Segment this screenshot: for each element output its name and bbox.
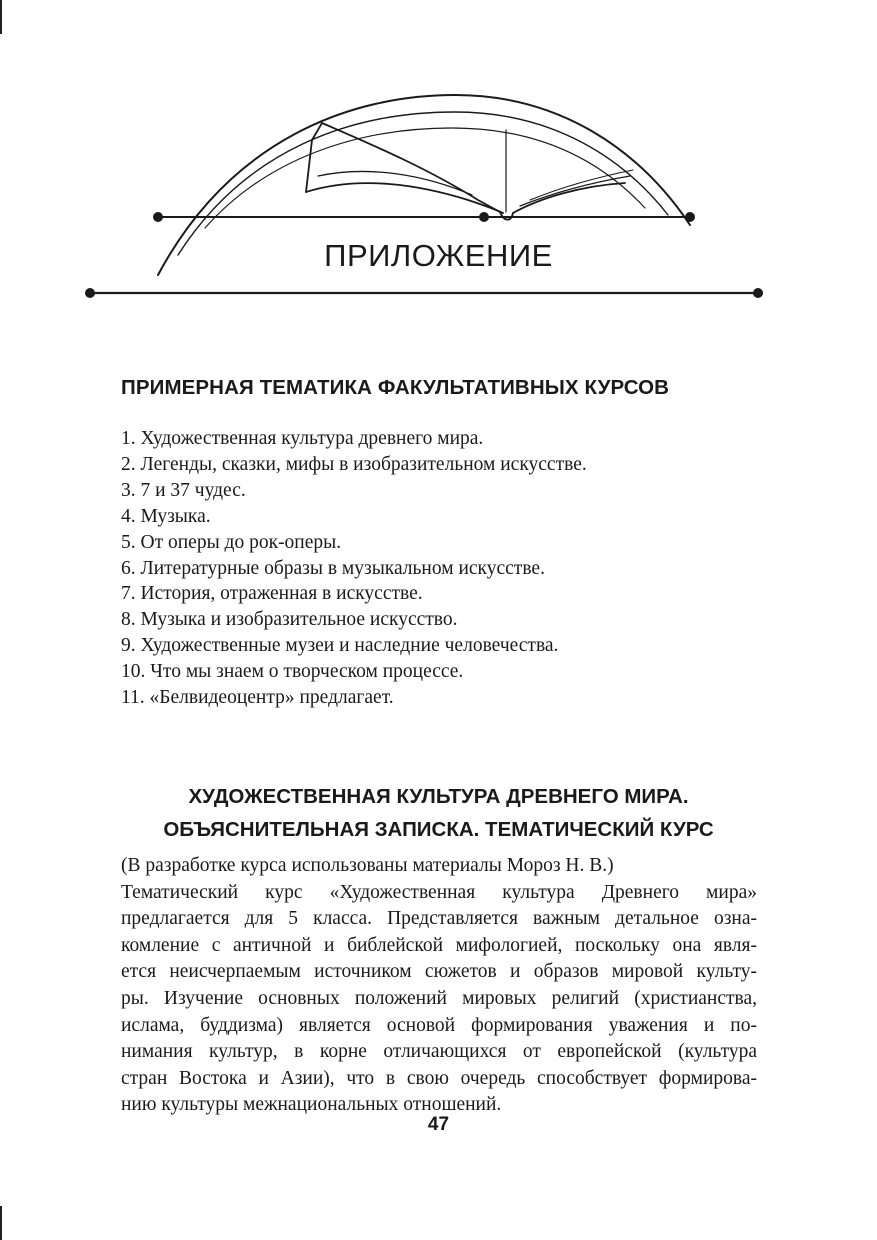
bottom-rule-dot-left (85, 288, 95, 298)
explanatory-note (121, 853, 757, 1119)
list-item: 11. «Белвидеоцентр» предлагает. (121, 687, 394, 709)
list-item: 3. 7 и 37 чудес. (121, 479, 246, 501)
list-item: 1. Художественная культура древнего мира. (121, 428, 484, 449)
section-heading-course-line-1: ХУДОЖЕСТВЕННАЯ КУЛЬТУРА ДРЕВНЕГО МИРА. (188, 785, 689, 808)
paragraph-line: стран Востока и Азии), что в свою очередь способствует формирова- (121, 1067, 757, 1089)
list-item: 6. Литературные образы в музыкальном искусстве. (121, 557, 545, 579)
emblem-arc-third (205, 128, 645, 228)
list-item: 5. От оперы до рок-оперы. (121, 531, 342, 553)
top-rule-dot-mid (479, 212, 489, 222)
list-item: 10. Что мы знаем о творческом процессе. (121, 661, 464, 683)
list-item: 2. Легенды, сказки, мифы в изобразительном искусстве. (121, 453, 587, 475)
book-right-page (513, 183, 625, 213)
paragraph-line: Тематический курс «Художественная культура Древнего мира» (121, 881, 757, 903)
section-heading-topics: ПРИМЕРНАЯ ТЕМАТИКА ФАКУЛЬТАТИВНЫХ КУРСОВ (121, 376, 670, 399)
section-heading-course (0, 780, 877, 846)
author-note-text: (В разработке курса использованы материалы Мороз Н. В.) (121, 855, 614, 876)
paragraph-line: ется неисчерпаемым источником сюжетов и образов мировой культу- (121, 961, 757, 983)
appendix-title: ПРИЛОЖЕНИЕ (324, 238, 553, 273)
list-item: 4. Музыка. (121, 505, 211, 527)
top-rule-dot-right (685, 212, 695, 222)
paragraph-line: нимания культур, в корне отличающихся от европейской (культура (121, 1041, 757, 1063)
section-heading-course-line-2: ОБЪЯСНИТЕЛЬНАЯ ЗАПИСКА. ТЕМАТИЧЕСКИЙ КУРС (163, 818, 714, 841)
top-rule-dot-left (153, 212, 163, 222)
list-item: 9. Художественные музеи и наследние человечества. (121, 635, 559, 657)
author-note (121, 853, 757, 880)
paragraph-line: нию культуры межнациональных отношений. (121, 1094, 502, 1116)
paragraph-line: ры. Изучение основных положений мировых религий (христианства, (121, 987, 757, 1009)
topics-list (121, 426, 587, 711)
paragraph-line: предлагается для 5 класса. Представляется важным детальное озна- (121, 908, 757, 930)
bottom-rule-dot-right (753, 288, 763, 298)
book-left-page (312, 123, 500, 212)
list-item: 7. История, отраженная в искусстве. (121, 583, 423, 605)
page-number: 47 (427, 1114, 450, 1135)
list-item: 8. Музыка и изобразительное искусство. (121, 609, 458, 631)
paragraph-line: комление с античной и библейской мифологией, поскольку она явля- (121, 934, 757, 956)
crop-mark-bottom (0, 1206, 2, 1240)
paragraph-line: ислама, буддизма) является основой формирования уважения и по- (121, 1014, 757, 1036)
